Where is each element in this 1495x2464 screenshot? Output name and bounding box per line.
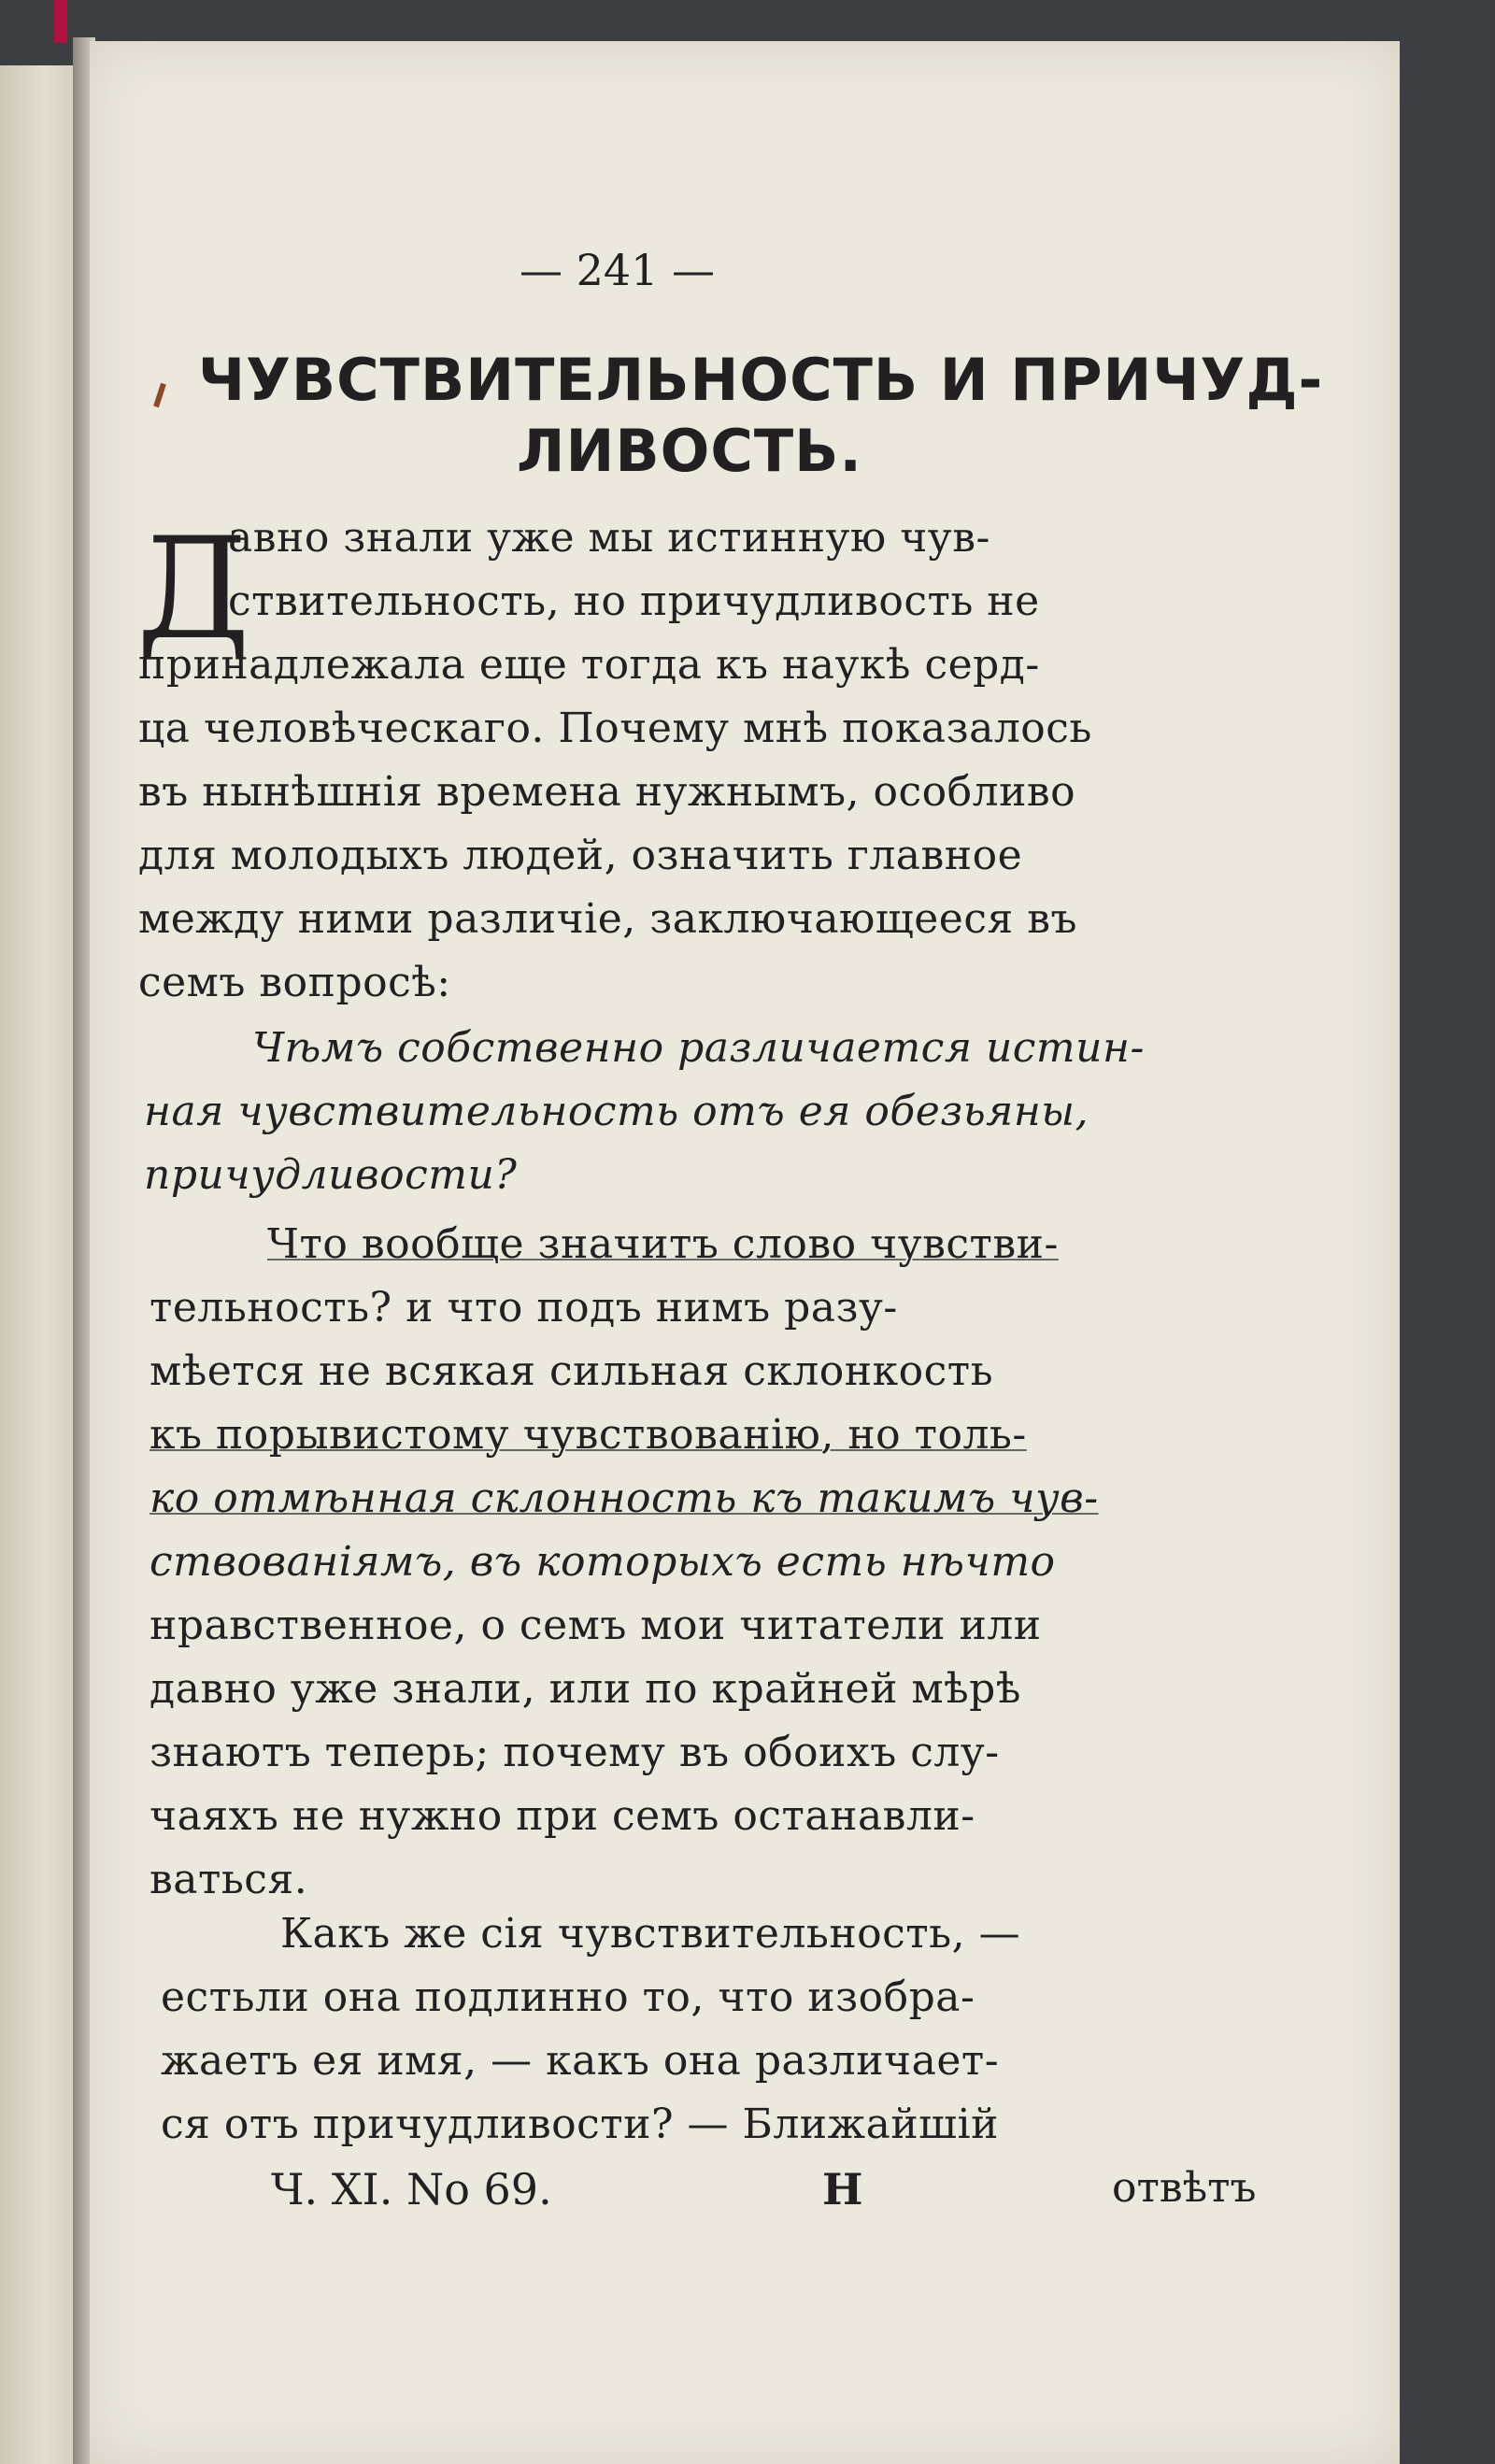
paragraph-3-line: ся отъ причудливости? — Ближайшій [161,2101,999,2148]
paragraph-2-line: Что вообще значитъ слово чувстви- [267,1220,1059,1268]
paragraph-2-line: нравственное, о семъ мои читатели или [150,1602,1042,1649]
paragraph-3-line: естьли она подлинно то, что изобра- [161,1973,975,2021]
paragraph-1-line: ца человѣческаго. Почему мнѣ показалось [138,705,1092,752]
paragraph-1-line: въ нынѣшнія времена нужнымъ, особливо [138,768,1076,816]
page-number: — 241 — [520,245,716,295]
paragraph-2-line: давно уже знали, или по крайней мѣрѣ [150,1665,1021,1713]
paragraph-2-line: знаютъ теперь; почему въ обоихъ слу- [150,1729,1000,1776]
paragraph-2-line: мѣется не всякая сильная склонкость [150,1347,994,1395]
paragraph-2-line: къ порывистому чувствованію, но толь- [150,1411,1027,1459]
paragraph-3-line: жаетъ ея имя, — какъ она различает- [161,2037,1000,2085]
question-line: Чѣмъ собственно различается истин- [252,1024,1145,1072]
paragraph-1-line: для молодыхъ людей, означить главное [138,832,1023,879]
paragraph-2-line: ко отмѣнная склонность къ такимъ чув- [150,1474,1099,1522]
paragraph-1-line: ствительность, но причудливость не [228,577,1040,625]
paragraph-1-line: между ними различіе, заключающееся въ [138,895,1077,943]
question-line: причудливости? [144,1151,518,1199]
catchword: отвѣтъ [1112,2164,1257,2212]
bookmark-ribbon [54,0,67,43]
paragraph-2-line: ствованіямъ, въ которыхъ есть нѣчто [150,1538,1056,1586]
chapter-title-line-1: ЧУВСТВИТЕЛЬНОСТЬ И ПРИЧУД- [198,346,1324,414]
question-line: ная чувствительность отъ ея обезьяны, [144,1088,1089,1135]
drop-cap: Д [136,508,250,671]
paragraph-3-line: Какъ же сія чувствительность, — [280,1910,1021,1958]
paragraph-1-line: авно знали уже мы истинную чув- [228,514,990,562]
left-page-edge [0,65,75,2464]
sheet-mark: Н [822,2164,863,2215]
paragraph-2-line: ваться. [150,1856,308,1903]
paragraph-1-line: семъ вопросѣ: [138,959,451,1006]
paragraph-1-line: принадлежала еще тогда къ наукѣ серд- [138,641,1040,689]
paragraph-2-line: чаяхъ не нужно при семъ останавли- [150,1792,975,1840]
chapter-title-line-2: ЛИВОСТЬ. [517,417,862,485]
signature-mark: Ч. XI. No 69. [271,2164,552,2215]
paragraph-2-line: тельность? и что подъ нимъ разу- [150,1284,898,1332]
